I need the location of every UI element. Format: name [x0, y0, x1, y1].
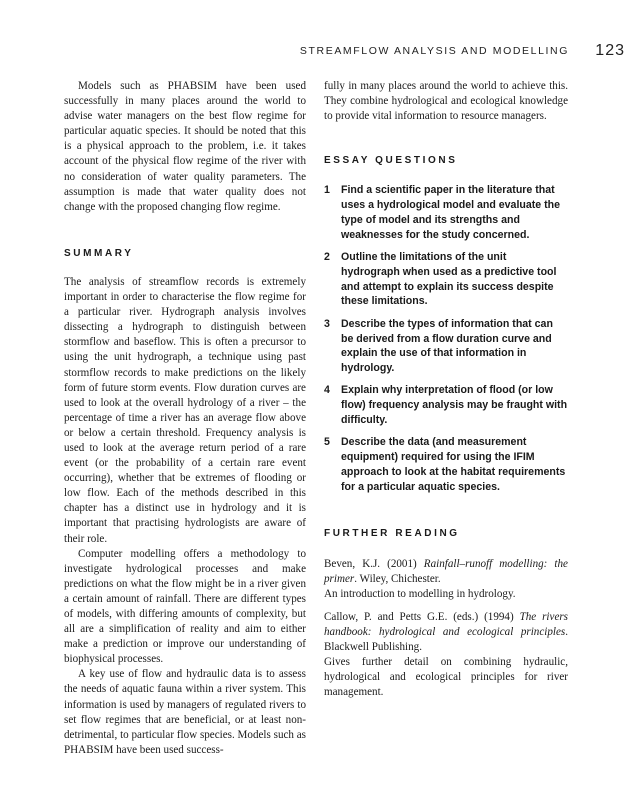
intro-paragraph: Models such as PHABSIM have been used successfully in many places around the world to advise water managers on the best flow regime for particular aquatic species. It should be noted that this is a physical approach to the problem, i.e. it takes account of the physical flow regime of the river with no consideration of water quality parameters. The assumption is made that water quality does not change with the proposed changing flow regime.	[64, 80, 306, 213]
citation-authors: Beven, K.J. (2001)	[324, 557, 424, 570]
further-reading-heading: FURTHER READING	[324, 527, 460, 539]
left-column	[64, 79, 306, 758]
summary-paragraph-3: A key use of flow and hydraulic data is to assess the needs of aquatic fauna within a river system. This information is used by managers of regulated rivers to set flow regimes that are beneficial, or at least non-detrimental, to particular flow species. Models such as PHABSIM have been used success-	[64, 668, 306, 756]
essay-questions-heading: ESSAY QUESTIONS	[324, 155, 458, 167]
citation-authors: Callow, P. and Petts G.E. (eds.) (1994)	[324, 610, 520, 623]
question-number: 1	[324, 184, 330, 197]
question-number: 4	[324, 384, 330, 397]
reference-note: An introduction to modelling in hydrology.	[324, 587, 516, 600]
question-text: Describe the data (and measurement equipment) required for using the IFIM approach to look at the habitat requirements for a particular aquatic species.	[341, 436, 566, 493]
question-number: 2	[324, 251, 330, 264]
question-number: 5	[324, 436, 330, 449]
essay-question	[324, 435, 568, 494]
summary-paragraph-1: The analysis of streamflow records is extremely important in order to characterise the flow regime for a particular river. Hydrograph analysis involves dissecting a hydrograph to distinguish between stormflow and baseflow. This is often a precursor to using the unit hydrograph, a technique using past stormflow records to make predictions on the likely form of future storm events. Flow duration curves are used to look at the overall hydrology of a river – the percentage of time a river has an average flow above or below a certain threshold. Frequency analysis is used to look at the average return period of a rare event (or the probability of a certain rare event occurring), whether that be extremes of flooding or low flow. Each of the methods described in this chapter has a distinct use in hydrology and it is important that practising hydrologists are aware of their role.	[64, 275, 306, 545]
question-text: Find a scientific paper in the literature that uses a hydrological model and evaluate the type of model and its strengths and weaknesses for the study concerned.	[341, 184, 561, 241]
question-number: 3	[324, 317, 330, 330]
citation-publisher: . Blackwell Publishing.	[324, 625, 568, 654]
essay-question	[324, 383, 568, 427]
citation-title: Rainfall–runoff modelling: the primer	[324, 557, 568, 585]
page-number: 123	[595, 42, 625, 59]
essay-question	[324, 250, 568, 309]
essay-question	[324, 317, 568, 376]
running-head	[0, 42, 627, 62]
question-text: Outline the limitations of the unit hydrograph when used as a predictive tool and attempt to explain its success despite these limitations.	[341, 251, 557, 308]
reference-entry	[324, 557, 568, 602]
running-title: STREAMFLOW ANALYSIS AND MODELLING	[299, 45, 569, 57]
essay-question	[324, 183, 568, 242]
reference-citation	[324, 557, 568, 587]
question-text: Describe the types of information that can be derived from a flow duration curve and explain the use of that information in hydrology.	[341, 317, 553, 375]
continued-paragraph: fully in many places around the world to achieve this. They combine hydrological and ecological knowledge to provide vital information to resource managers.	[324, 80, 568, 123]
citation-title: The rivers handbook: hydrological and ecological principles	[324, 610, 569, 638]
right-column	[324, 79, 568, 708]
reference-entry	[324, 610, 568, 701]
summary-paragraph-2: Computer modelling offers a methodology to investigate hydrological processes and make predictions on what the flow might be in a river given a certain amount of rainfall. There are different types of models, with differing amounts of complexity, but all are a simplification of reality and aim to either make a prediction or improve our understanding of biophysical processes.	[64, 547, 306, 666]
summary-heading: SUMMARY	[64, 247, 134, 259]
essay-questions-list	[324, 183, 568, 494]
citation-publisher: . Wiley, Chichester.	[354, 572, 441, 585]
reference-note: Gives further detail on combining hydraulic, hydrological and ecological principles for river management.	[324, 656, 568, 699]
reference-citation	[324, 610, 568, 655]
question-text: Explain why interpretation of flood (or low flow) frequency analysis may be fraught with difficulty.	[341, 384, 568, 427]
